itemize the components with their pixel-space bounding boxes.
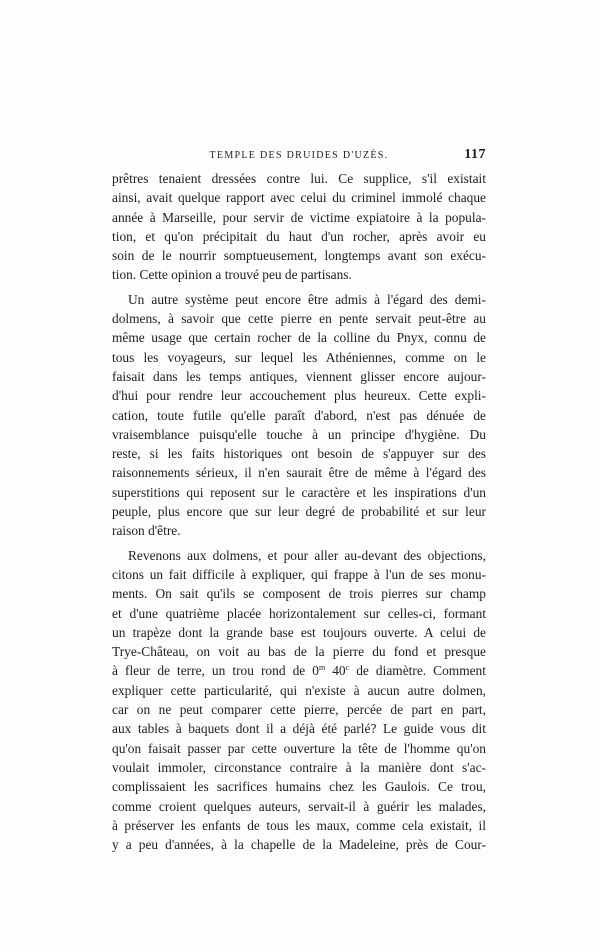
text-line: tion, et qu'on précipitait du haut d'un rocher, après avoir eu <box>112 228 486 244</box>
text-line: Un autre système peut encore être admis à l'égard des demi- <box>128 291 486 307</box>
text-line: raisonnements sérieux, il n'en saurait être de même à l'égard des <box>112 465 486 481</box>
paragraph-2 <box>112 290 486 541</box>
body-text <box>112 169 486 859</box>
text-line: raison d'être. <box>112 523 181 539</box>
running-title: TEMPLE DES DRUIDES D'UZÈS. <box>209 150 389 161</box>
text-line: tous les voyageurs, sur lequel les Athéniennes, comme on le <box>112 349 486 365</box>
text-line: expliquer cette particularité, qui n'existe à aucun autre dolmen, <box>112 682 486 698</box>
measure-lead: à fleur de terre, un trou rond de 0 <box>112 663 319 679</box>
text-line: prêtres tenaient dressées contre lui. Ce supplice, s'il existait <box>112 171 486 186</box>
text-line: superstitions qui reposent sur le caractère et les inspirations d'un <box>112 484 486 500</box>
text-line: qu'on faisait passer par cette ouverture la tête de l'homme qu'on <box>112 740 486 756</box>
text-line: à préserver les enfants de tous les maux, comme cela existait, il <box>112 817 486 833</box>
paragraph-1 <box>112 169 486 285</box>
text-line: et d'une quatrième placée horizontalement sur celles-ci, formant <box>112 605 486 621</box>
measure-value: 40 <box>325 663 346 679</box>
text-line: tion. Cette opinion a trouvé peu de partisans. <box>112 267 352 283</box>
text-line: même usage que certain rocher de la colline du Pnyx, connu de <box>112 330 486 346</box>
text-line: Trye-Château, on voit au bas de la pierre du fond et presque <box>112 644 486 660</box>
page-number: 117 <box>464 147 486 162</box>
text-line: peuple, plus encore que sur leur degré de probabilité et sur leur <box>112 504 486 520</box>
text-line: cation, toute futile qu'elle paraît d'abord, n'est pas dénuée de <box>112 407 486 423</box>
text-line: d'hui pour rendre leur accouchement plus heureux. Cette expli- <box>112 388 486 404</box>
page-header <box>112 147 486 165</box>
text-line: soin de le nourrir somptueusement, longtemps avant son exécu- <box>112 248 486 264</box>
text-line: faisait dans les temps antiques, viennent glisser encore aujour- <box>112 368 486 384</box>
text-line: complissaient les sacrifices humains chez les Gaulois. Ce trou, <box>112 779 486 795</box>
paragraph-3 <box>112 546 486 855</box>
text-line: Revenons aux dolmens, et pour aller au-devant des objections, <box>128 547 486 563</box>
text-line: citons un fait difficile à expliquer, qui frappe à l'un de ses monu- <box>112 566 486 582</box>
text-line: voulait immoler, circonstance contraire à la manière dont s'ac- <box>112 759 486 775</box>
text-line: car on ne peut comparer cette pierre, percée de part en part, <box>112 702 486 718</box>
text-line: ainsi, avait quelque rapport avec celui du criminel immolé chaque <box>112 190 486 206</box>
measure-tail: de diamètre. Comment <box>349 663 486 679</box>
text-line: y a peu d'années, à la chapelle de la Madeleine, près de Cour- <box>112 837 486 853</box>
text-line-measure <box>112 661 486 680</box>
text-line: un trapèze dont la grande base est toujours ouverte. A celui de <box>112 624 486 640</box>
measure-unit-centimetre: c <box>345 663 350 673</box>
text-line: comme croient quelques auteurs, servait-il à guérir les malades, <box>112 798 486 814</box>
text-line: dolmens, à savoir que cette pierre en pente servait peut-être au <box>112 311 486 327</box>
text-line: ments. On sait qu'ils se composent de trois pierres sur champ <box>112 586 486 602</box>
text-line: année à Marseille, pour servir de victime expiatoire à la popula- <box>112 209 486 225</box>
text-line: aux tables à baquets dont il a déjà été parlé? Le guide vous dit <box>112 721 486 737</box>
measure-unit-metre: m <box>318 663 326 673</box>
text-line: vraisemblance puisqu'elle touche à un principe d'hygiène. Du <box>112 426 486 442</box>
text-line: reste, si les faits historiques ont besoin de s'appuyer sur des <box>112 446 486 462</box>
